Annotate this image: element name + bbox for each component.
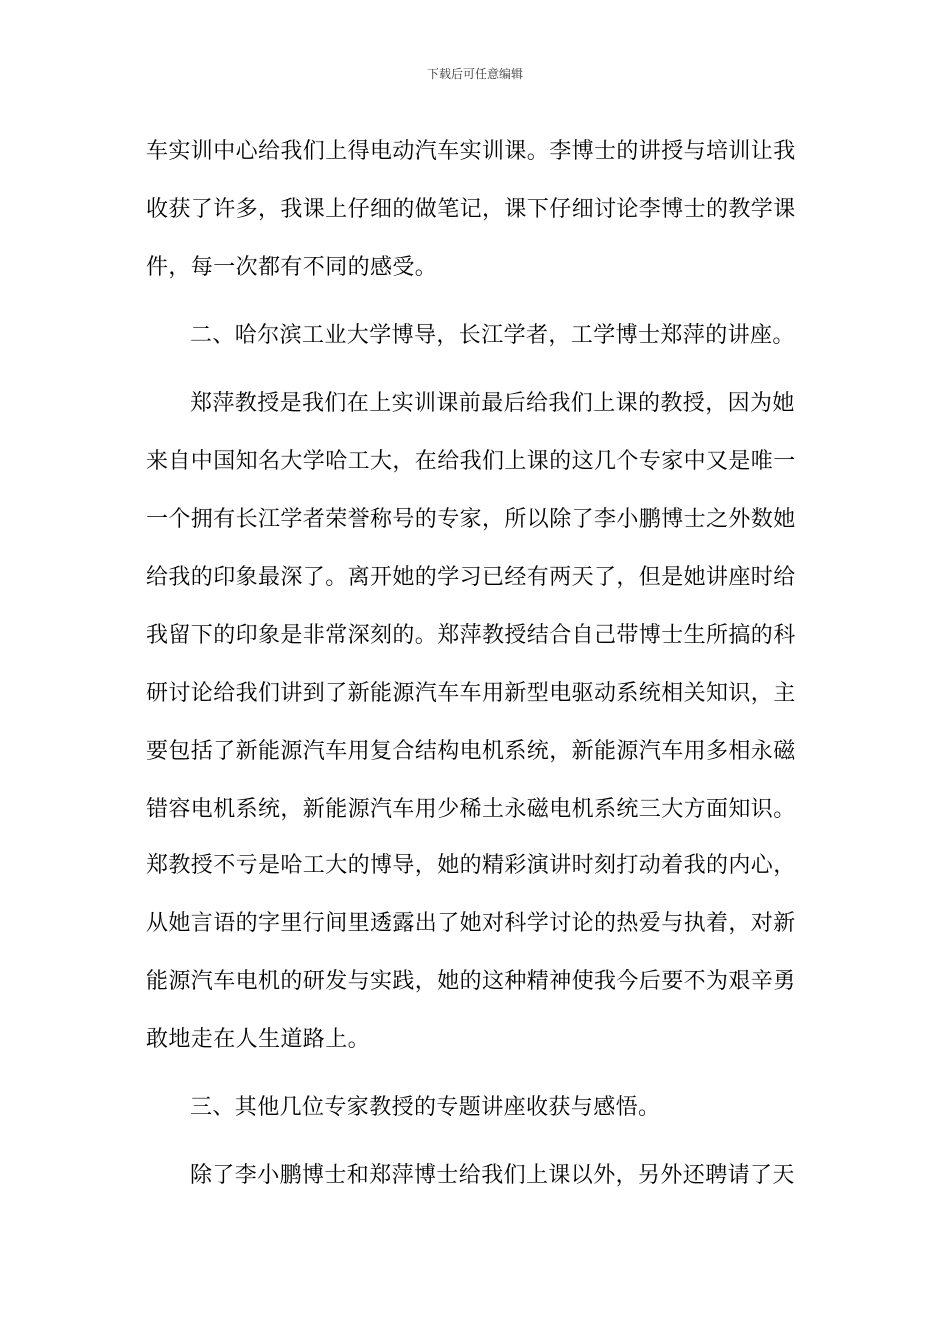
section-heading: 二、哈尔滨工业大学博导，长江学者，工学博士郑萍的讲座。 — [190, 323, 795, 348]
section-heading: 三、其他几位专家教授的专题讲座收获与感悟。 — [190, 1095, 661, 1120]
paragraph-line: 我留下的印象是非常深刻的。郑萍教授结合自己带博士生所搞的科 — [146, 623, 796, 648]
paragraph-line: 要包括了新能源汽车用复合结构电机系统，新能源汽车用多相永磁 — [146, 739, 796, 764]
paragraph-line: 收获了许多，我课上仔细的做笔记，课下仔细讨论李博士的教学课 — [146, 197, 796, 222]
paragraph-line: 郑教授不亏是哈工大的博导，她的精彩演讲时刻打动着我的内心， — [146, 853, 796, 878]
paragraph-line: 错容电机系统，新能源汽车用少稀土永磁电机系统三大方面知识。 — [146, 797, 796, 822]
paragraph-line: 敢地走在人生道路上。 — [146, 1027, 371, 1052]
paragraph-line: 车实训中心给我们上得电动汽车实训课。李博士的讲授与培训让我 — [146, 139, 796, 164]
paragraph-line: 一个拥有长江学者荣誉称号的专家，所以除了李小鹏博士之外数她 — [146, 507, 796, 532]
paragraph-line: 郑萍教授是我们在上实训课前最后给我们上课的教授，因为她 — [190, 391, 795, 416]
paragraph-line: 件，每一次都有不同的感受。 — [146, 255, 438, 280]
paragraph-line: 能源汽车电机的研发与实践，她的这种精神使我今后要不为艰辛勇 — [146, 969, 796, 994]
paragraph-line: 给我的印象最深了。离开她的学习已经有两天了，但是她讲座时给 — [146, 565, 796, 590]
paragraph-line: 研讨论给我们讲到了新能源汽车车用新型电驱动系统相关知识，主 — [146, 681, 796, 706]
page-header: 下载后可任意编辑 — [426, 67, 523, 81]
paragraph-line: 除了李小鹏博士和郑萍博士给我们上课以外，另外还聘请了天 — [190, 1163, 795, 1188]
paragraph-line: 来自中国知名大学哈工大，在给我们上课的这几个专家中又是唯一 — [146, 449, 796, 474]
paragraph-line: 从她言语的字里行间里透露出了她对科学讨论的热爱与执着，对新 — [146, 911, 796, 936]
